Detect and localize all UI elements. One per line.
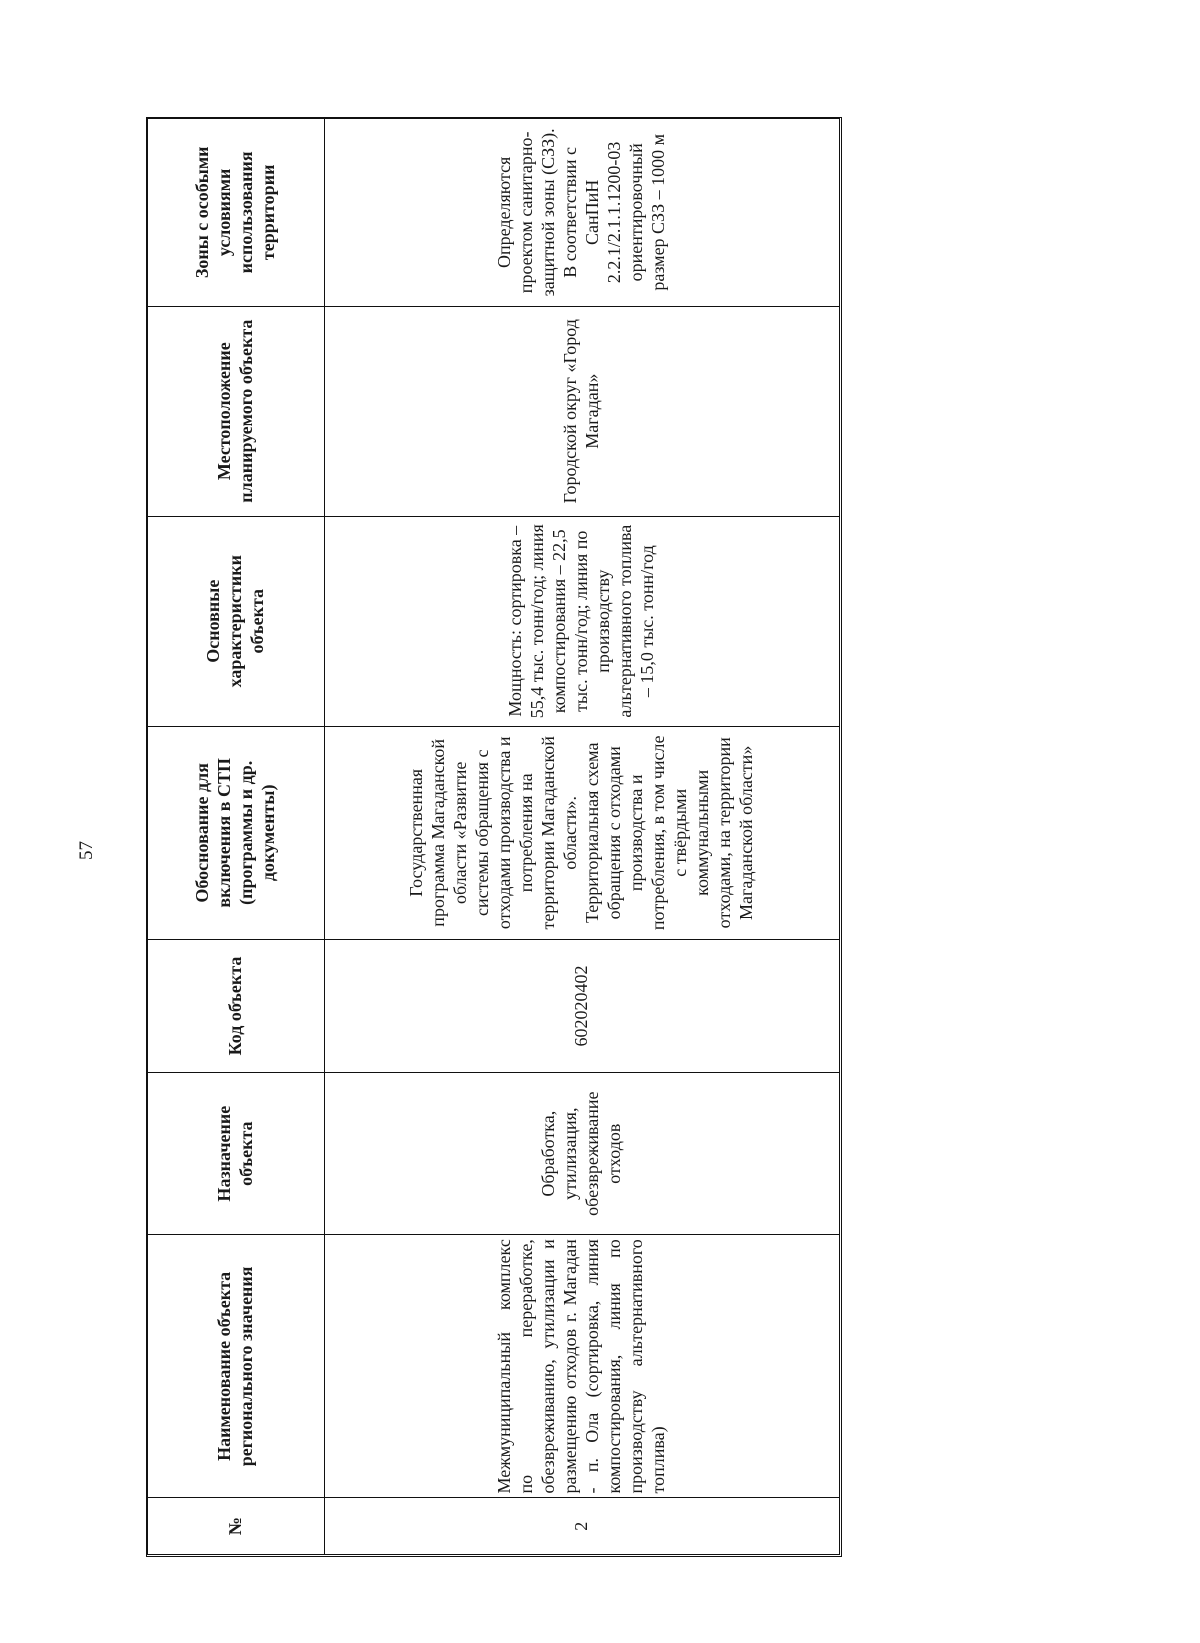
cell-purpose: Обработка, утилизация, обезвреживание отходов [325, 1073, 840, 1235]
header-characteristics: Основные характеристики объекта [148, 516, 325, 726]
header-code: Код объекта [148, 939, 325, 1072]
cell-basis: Государственная программа Магаданской области «Развитие системы обращения с отходами производства и потребления на территории Магаданской области». Территориальная схема обращения с отходами производства и потребления, в том числе с твёрдыми коммунальными отходами, на территории Магаданской области» [325, 726, 840, 939]
document-table-frame [146, 117, 842, 1557]
cell-number: 2 [325, 1498, 840, 1555]
cell-code: 602020402 [325, 939, 840, 1072]
table-row [325, 119, 840, 1555]
page-number: 57 [76, 841, 97, 860]
header-number: № [148, 1498, 325, 1555]
cell-characteristics: Мощность: сортировка – 55,4 тыс. тонн/год; линия компостирования – 22,5 тыс. тонн/год; линия по производству альтернативного топлива – 15,0 тыс. тонн/год [325, 516, 840, 726]
cell-location: Городской округ «Город Магадан» [325, 306, 840, 516]
regional-objects-table [147, 118, 840, 1555]
header-special-zones: Зоны с особыми условиями использования территории [148, 119, 325, 307]
cell-object-name: Межмуниципальный комплекс по переработке, обезвреживанию, утилизации и размещению отходов г. Магадан - п. Ола (сортировка, линия компостирования, линия по производству альтернативного топлива) [325, 1235, 840, 1498]
table-header-row [148, 119, 325, 1555]
header-object-name: Наименование объекта регионального значения [148, 1235, 325, 1498]
header-location: Местоположение планируемого объекта [148, 306, 325, 516]
cell-special-zones: Определяются проектом санитарно-защитной зоны (СЗЗ). В соответствии с СанПиН 2.2.1/2.1.1.1200-03 ориентировочный размер СЗЗ – 1000 м [325, 119, 840, 307]
header-basis: Обоснование для включения в СТП (программы и др. документы) [148, 726, 325, 939]
header-purpose: Назначение объекта [148, 1073, 325, 1235]
